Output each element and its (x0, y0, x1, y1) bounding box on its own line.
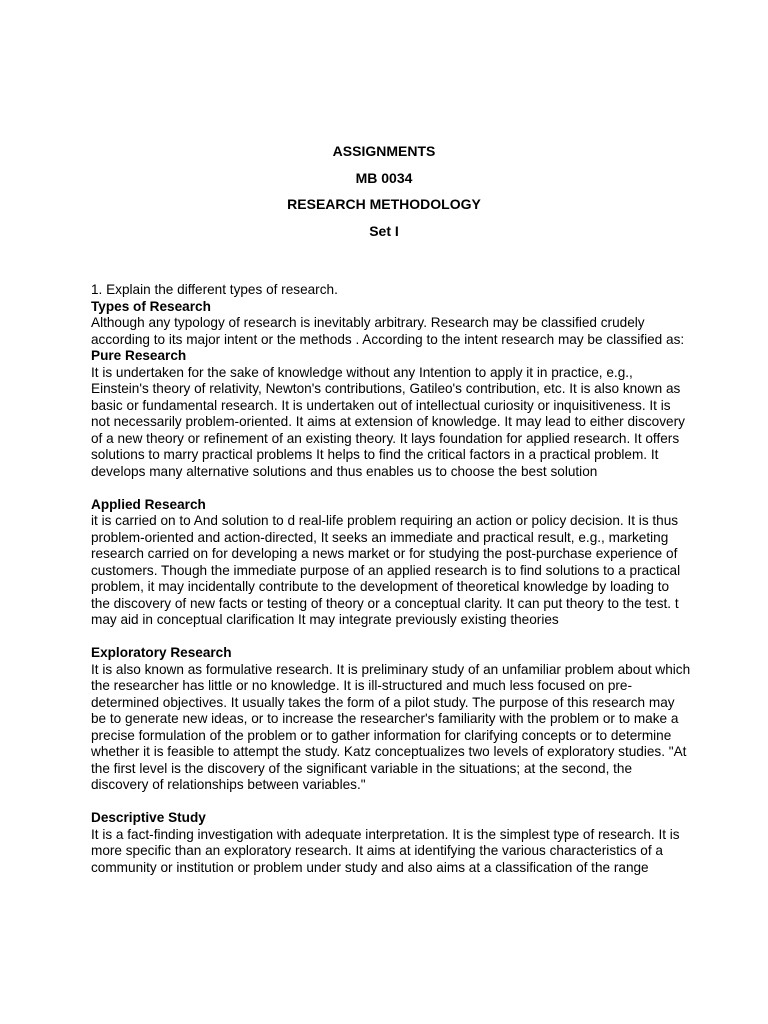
course-name: RESEARCH METHODOLOGY (287, 196, 481, 212)
section-body-applied: it is carried on to And solution to d real-life problem requiring an action or policy decision. It is thus problem-oriented and action-directed, It seeks an immediate and practical result, e.g., marketing research carried on for developing a news market or for studying the post-purchase experience of customers. Though the immediate purpose of an applied research is to find solutions to a practical problem, it may incidentally contribute to the development of theoretical knowledge by loading to the discovery of new facts or testing of theory or a conceptual clarity. It can put theory to the test. t may aid in conceptual clarification It may integrate previously existing theories (91, 513, 681, 627)
question-text: 1. Explain the different types of research. (91, 282, 338, 297)
document-body (91, 282, 691, 876)
paragraph-gap (91, 794, 691, 811)
course-code: MB 0034 (355, 169, 413, 186)
title-block (0, 142, 768, 248)
section-body-exploratory: It is also known as formulative research. It is preliminary study of an unfamiliar problem about which the researcher has little or no knowledge. It is ill-structured and much less focused on pre-determined objectives. It usually takes the form of a pilot study. The purpose of this research may be to generate new ideas, or to increase the researcher's familiarity with the problem or to make a precise formulation of the problem or to gather information for clarifying concepts or to determine whether it is feasible to attempt the study. Katz conceptualizes two levels of exploratory studies. "At the first level is the discovery of the significant variable in the situations; at the second, the discovery of relationships between variables." (91, 661, 691, 792)
section-heading-pure: Pure Research (91, 348, 187, 363)
paragraph-gap (91, 480, 691, 497)
assignment-title: ASSIGNMENTS (332, 143, 436, 159)
paragraph-gap (91, 629, 691, 646)
section-heading-applied: Applied Research (91, 496, 206, 512)
section-heading-descriptive: Descriptive Study (91, 810, 206, 825)
section-body-pure: It is undertaken for the sake of knowledge without any Intention to apply it in practice, e.g., Einstein's theory of relativity, Newton's contributions, Gatileo's contribution, etc. It is also known as basic or fundamental research. It is undertaken out of intellectual curiosity or inquisitiveness. It is not necessarily problem-oriented. It aims at extension of knowledge. It may lead to either discovery of a new theory or refinement of an existing theory. It lays foundation for applied research. It offers solutions to marry practical problems It helps to find the critical factors in a practical problem. It develops many alternative solutions and thus enables us to choose the best solution (91, 364, 685, 479)
set-label: Set I (369, 222, 399, 239)
section-body-types: Although any typology of research is inevitably arbitrary. Research may be classified crudely according to its major intent or the methods . According to the intent research may be classified as: (91, 315, 685, 347)
section-heading-exploratory: Exploratory Research (91, 645, 232, 660)
section-heading-types: Types of Research (91, 298, 211, 314)
section-body-descriptive: It is a fact-finding investigation with adequate interpretation. It is the simplest type of research. It is more specific than an exploratory research. It aims at identifying the various characteristics of a community or institution or problem under study and also aims at a classification of the range (91, 826, 680, 875)
